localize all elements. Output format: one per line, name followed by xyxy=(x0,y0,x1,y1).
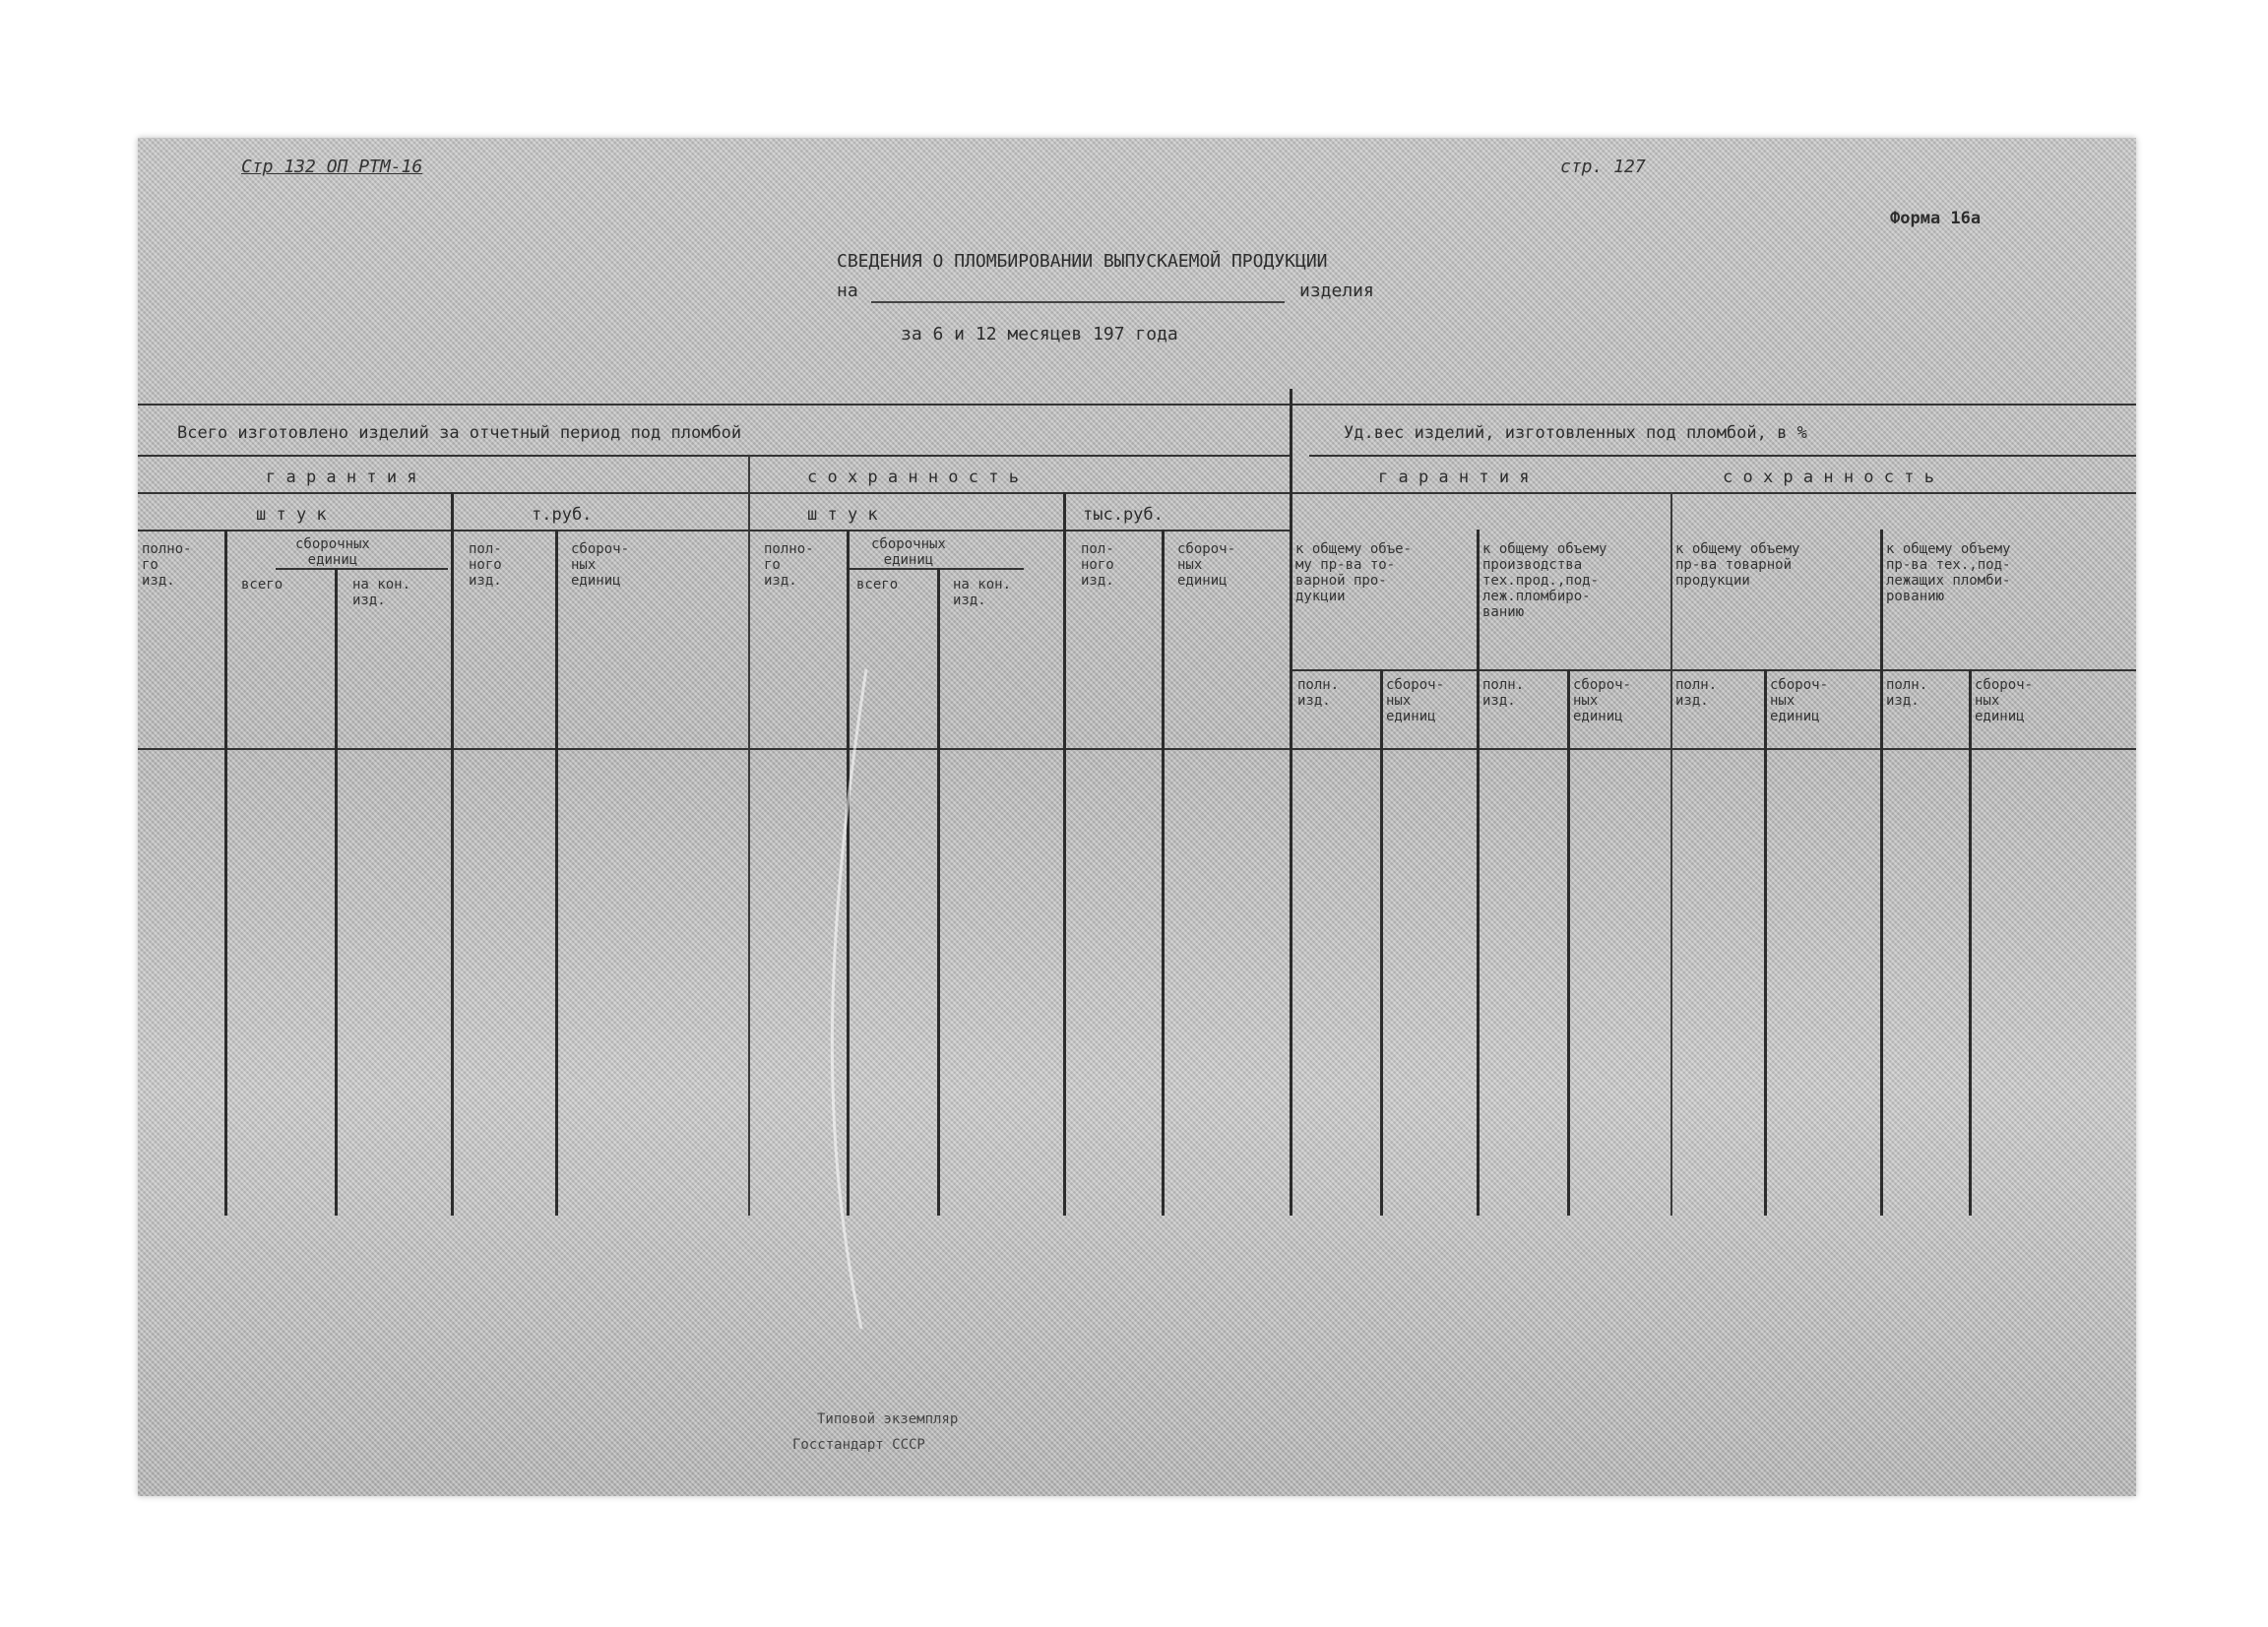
document-title: СВЕДЕНИЯ О ПЛОМБИРОВАНИИ ВЫПУСКАЕМОЙ ПРОДУКЦИИ xyxy=(837,251,1328,272)
group-storage-right: с о х р а н н о с т ь xyxy=(1723,468,1934,487)
sub-full-3: полн. изд. xyxy=(1675,677,1718,709)
sub-assembly-2: сбороч- ных единиц xyxy=(1573,677,1632,724)
left-section-heading: Всего изготовлено изделий за отчетный период под пломбой xyxy=(177,423,742,443)
col-share-commodity-storage: к общему объему пр-ва товарной продукции xyxy=(1675,541,1800,589)
group-storage-left: с о х р а н н о с т ь xyxy=(807,468,1019,487)
paper-fold-mark xyxy=(138,138,2136,1496)
col-assembly-total-1: всего xyxy=(241,577,284,593)
sub-assembly-4: сбороч- ных единиц xyxy=(1975,677,2034,724)
col-assembly-final-2: на кон. изд. xyxy=(953,577,1012,608)
col-share-commodity-guarantee: к общему объе- му пр-ва то- варной про- дукции xyxy=(1295,541,1413,604)
col-share-technical-storage: к общему объему пр-ва тех.,под- лежащих пломби- рованию xyxy=(1886,541,2011,604)
col-full-product-3: полно- го изд. xyxy=(764,541,814,589)
col-full-product-4: пол- ного изд. xyxy=(1081,541,1114,589)
col-assembly-group-2: сборочных единиц xyxy=(871,536,946,568)
form-label: Форма 16а xyxy=(1890,209,1982,228)
units-label: изделия xyxy=(1299,281,1374,301)
col-assembly-total-2: всего xyxy=(856,577,899,593)
sub-full-4: полн. изд. xyxy=(1886,677,1928,709)
document-sheet xyxy=(138,138,2136,1496)
sub-full-2: полн. изд. xyxy=(1482,677,1525,709)
page-number: стр. 127 xyxy=(1560,156,1646,177)
col-assembly-units-4: сбороч- ных единиц xyxy=(1177,541,1236,589)
sub-full-1: полн. изд. xyxy=(1297,677,1340,709)
on-label: на xyxy=(837,281,858,301)
col-share-technical-guarantee: к общему объему производства тех.прод.,под- леж.пломбиро- ванию xyxy=(1482,541,1607,620)
stamp-line-2: Госстандарт СССР xyxy=(792,1437,925,1453)
sub-assembly-3: сбороч- ных единиц xyxy=(1770,677,1829,724)
units-rub-1: т.руб. xyxy=(532,505,593,525)
col-assembly-group-1: сборочных единиц xyxy=(295,536,370,568)
sub-assembly-1: сбороч- ных единиц xyxy=(1386,677,1445,724)
stamp-line-1: Типовой экземпляр xyxy=(817,1411,959,1427)
units-pieces-1: ш т у к xyxy=(256,505,327,525)
col-full-product-1: полно- го изд. xyxy=(142,541,192,589)
col-assembly-units-2: сбороч- ных единиц xyxy=(571,541,630,589)
col-full-product-2: пол- ного изд. xyxy=(469,541,502,589)
right-section-heading: Уд.вес изделий, изготовленных под пломбой, в % xyxy=(1344,423,1807,443)
col-assembly-final-1: на кон. изд. xyxy=(352,577,411,608)
group-guarantee-left: г а р а н т и я xyxy=(266,468,417,487)
units-rub-2: тыс.руб. xyxy=(1083,505,1164,525)
units-pieces-2: ш т у к xyxy=(807,505,878,525)
group-guarantee-right: г а р а н т и я xyxy=(1378,468,1530,487)
reporting-period: за 6 и 12 месяцев 197 года xyxy=(901,324,1178,344)
document-reference: Стр 132 ОП РТМ-16 xyxy=(241,156,423,177)
